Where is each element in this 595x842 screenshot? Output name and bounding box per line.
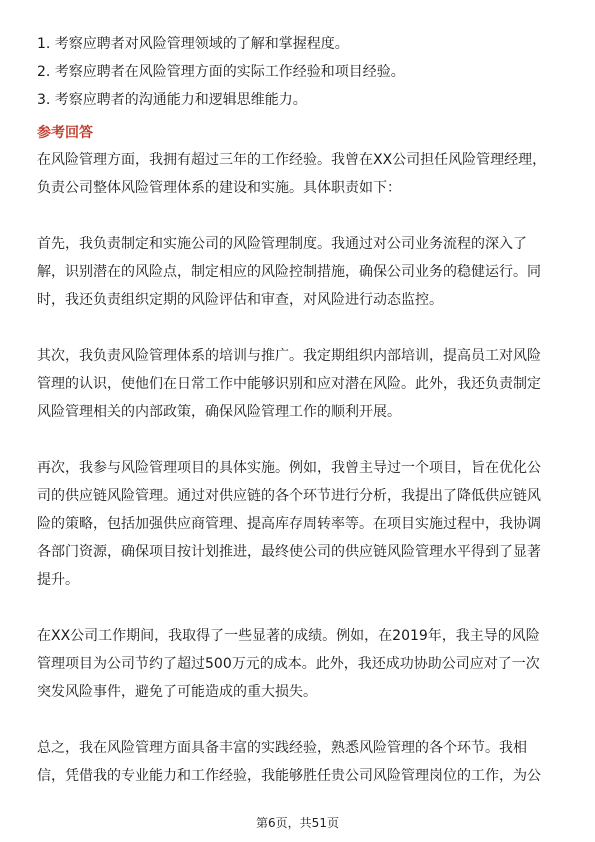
page-number-footer: 第6页，共51页 (256, 816, 339, 830)
paragraph-spacer (37, 706, 562, 734)
answer-paragraph-6: 总之，我在风险管理方面具备丰富的实践经验，熟悉风险管理的各个环节。我相 信，凭借我的专业能力和工作经验，我能够胜任贵公司风险管理岗位的工作，为公 (37, 740, 541, 784)
answer-paragraph-2: 首先，我负责制定和实施公司的风险管理制度。我通过对公司业务流程的深入了 解，识别潜在的风险点，制定相应的风险控制措施，确保公司业务的稳健运行。同 时，我还负责组织定期的风险评估和审查，对风险进行动态监控。 (37, 236, 541, 308)
criteria-item-3: 3. 考察应聘者的沟通能力和逻辑思维能力。 (37, 92, 307, 108)
criteria-item-2: 2. 考察应聘者在风险管理方面的实际工作经验和项目经验。 (37, 64, 405, 80)
criteria-item-1: 1. 考察应聘者对风险管理领域的了解和掌握程度。 (37, 36, 349, 52)
document-page (37, 30, 562, 790)
answer-paragraph-5: 在XX公司工作期间，我取得了一些显著的成绩。例如，在2019年，我主导的风险 管理项目为公司节约了超过500万元的成本。此外，我还成功协助公司应对了一次 突发风险事件，避免了可能造成的重大损失。 (37, 628, 540, 700)
criteria-list (37, 30, 562, 114)
paragraph-spacer (37, 202, 562, 230)
answer-paragraph-3: 其次，我负责风险管理体系的培训与推广。我定期组织内部培训，提高员工对风险 管理的认识，使他们在日常工作中能够识别和应对潜在风险。此外，我还负责制定 风险管理相关的内部政策，确保风险管理工作的顺利开展。 (37, 348, 541, 420)
paragraph-spacer (37, 426, 562, 454)
answer-heading: 参考回答 (37, 125, 93, 141)
answer-paragraph-1: 在风险管理方面，我拥有超过三年的工作经验。我曾在XX公司担任风险管理经理， 负责公司整体风险管理体系的建设和实施。具体职责如下： (37, 152, 547, 196)
paragraph-spacer (37, 314, 562, 342)
answer-body (37, 146, 562, 790)
answer-paragraph-4: 再次，我参与风险管理项目的具体实施。例如，我曾主导过一个项目，旨在优化公 司的供应链风险管理。通过对供应链的各个环节进行分析，我提出了降低供应链风 险的策略，包括加强供应商管理、提高库存周转率等。在项目实施过程中，我协调 各部门资源，确保项目按计划推进，最终使公司的供应链风险管理水平得到了显著 提升。 (37, 460, 541, 588)
paragraph-spacer (37, 594, 562, 622)
